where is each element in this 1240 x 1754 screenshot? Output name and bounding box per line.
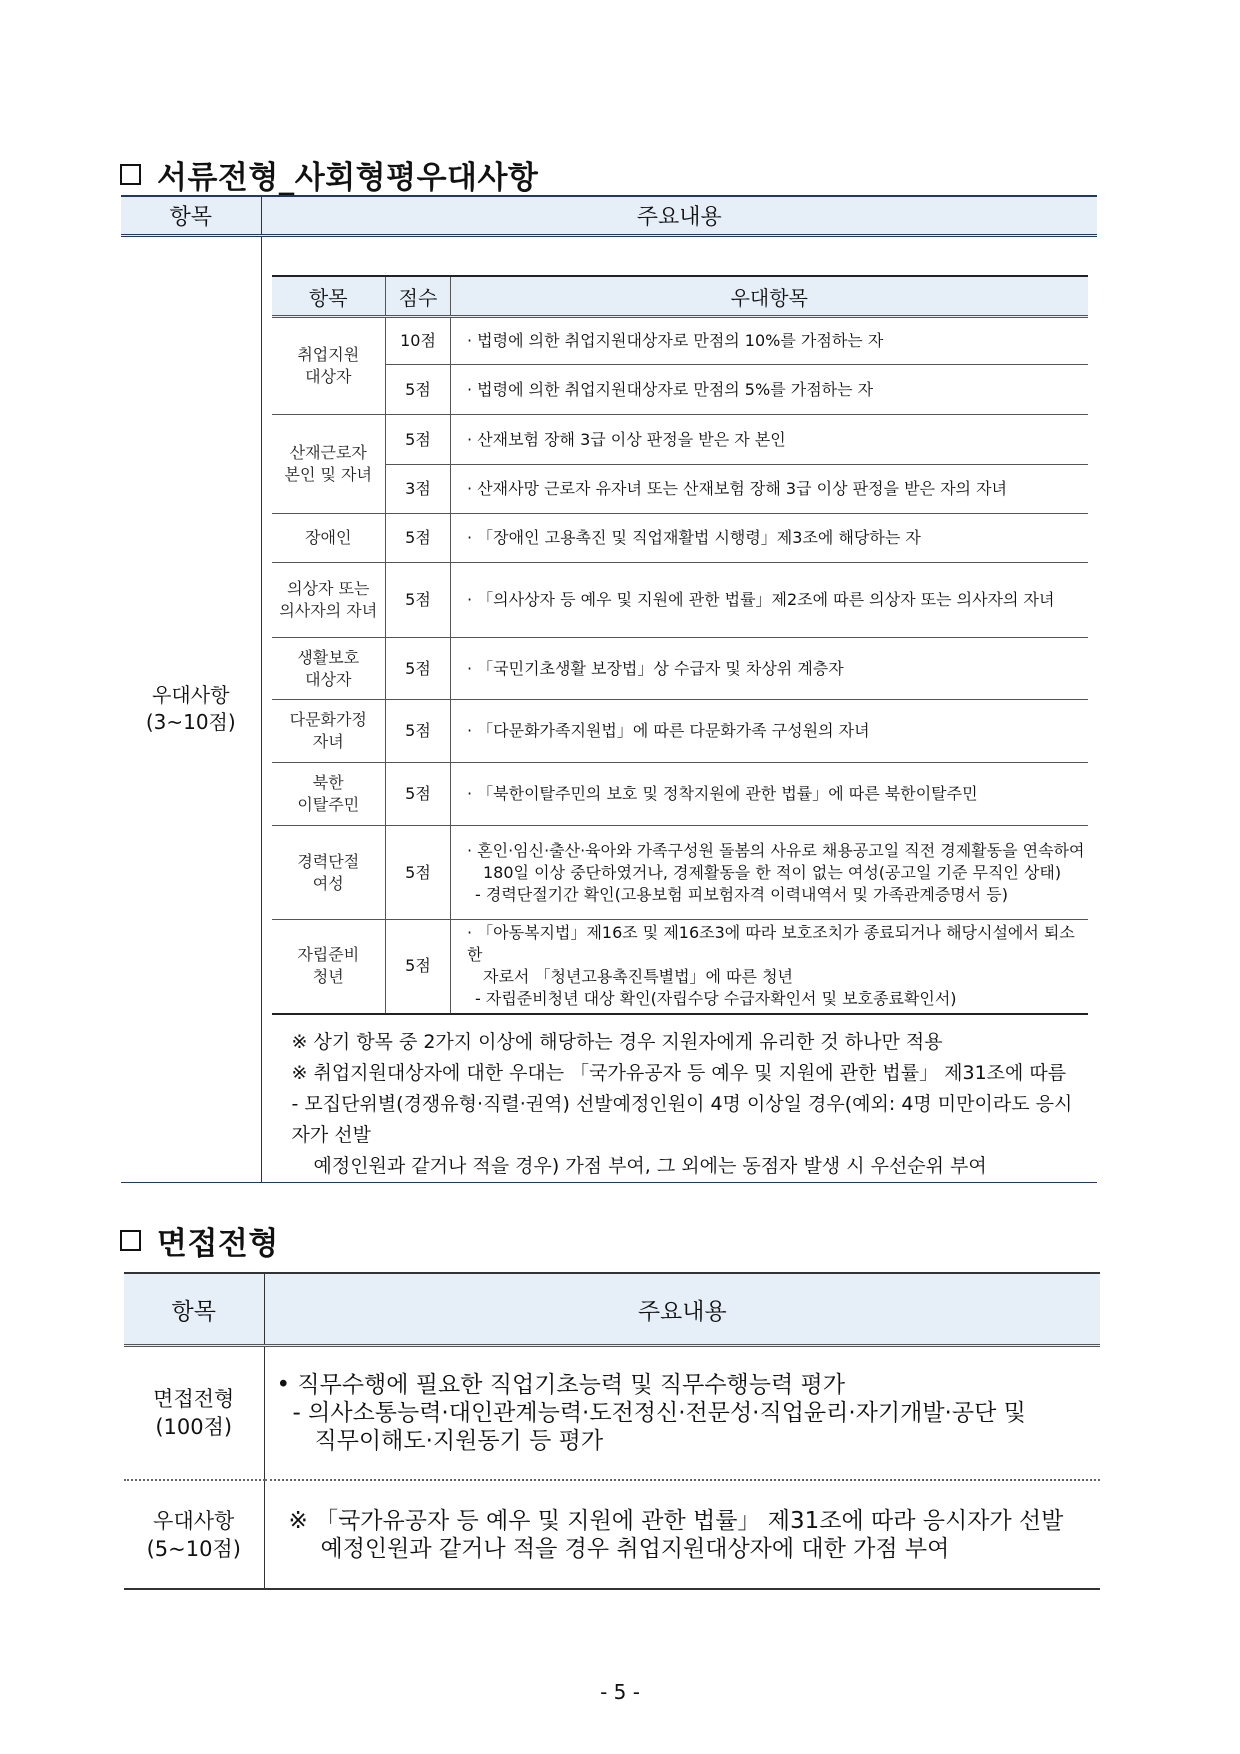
desc-text: · 「장애인 고용촉진 및 직업재활법 시행령」제3조에 해당하는 자 xyxy=(467,528,921,547)
row-label: 면접전형 xyxy=(153,1387,235,1411)
section-title-text: 서류전형_사회형평우대사항 xyxy=(157,160,539,196)
desc-cell xyxy=(451,365,1088,415)
note: 예정인원과 같거나 적을 경우) 가점 부여, 그 외에는 동점자 발생 시 우선순위 부여 xyxy=(313,1154,987,1177)
item-text: 본인 및 자녀 xyxy=(284,465,372,484)
table-row xyxy=(272,638,1088,700)
section-title-interview xyxy=(120,1218,279,1263)
desc-text: · 「아동복지법」제16조 및 제16조3에 따라 보호조치가 종료되거나 해당시설에서 퇴소한 xyxy=(467,923,1075,965)
table-row xyxy=(272,317,1088,365)
content-line: • 직무수행에 필요한 직업기초능력 및 직무수행능력 평가 xyxy=(276,1372,845,1398)
content-line: 직무이해도·지원동기 등 평가 xyxy=(314,1428,604,1454)
item-cell xyxy=(272,317,386,415)
table-row xyxy=(272,365,1088,415)
note: ※ 취업지원대상자에 대한 우대는 「국가유공자 등 예우 및 지원에 관한 법률」 제31조에 따름 xyxy=(291,1061,1067,1084)
interview-label-cell xyxy=(124,1346,264,1481)
item-cell xyxy=(272,826,386,920)
table-header-row xyxy=(124,1273,1100,1346)
row-points: (5~10점) xyxy=(146,1536,241,1561)
preference-label-cell xyxy=(121,236,261,1183)
inner-header-score: 점수 xyxy=(386,276,451,317)
table-row xyxy=(272,826,1088,920)
item-text: 생활보호 xyxy=(297,647,360,667)
desc-text: · 「북한이탈주민의 보호 및 정착지원에 관한 법률」에 따른 북한이탈주민 xyxy=(467,784,978,803)
score-cell: 5점 xyxy=(386,563,451,638)
table-row xyxy=(272,763,1088,826)
desc-cell xyxy=(451,920,1088,1014)
desc-text: · 법령에 의한 취업지원대상자로 만점의 10%를 가점하는 자 xyxy=(467,331,884,350)
desc-text: · 산재보험 장해 3급 이상 판정을 받은 자 본인 xyxy=(467,429,786,449)
item-text: 의사자의 자녀 xyxy=(279,601,378,620)
preference-label: 우대사항 xyxy=(152,683,230,708)
item-text: 산재근로자 xyxy=(289,443,367,462)
item-text: 장애인 xyxy=(305,528,352,547)
inner-header-row xyxy=(272,276,1088,317)
item-text: 북한 xyxy=(312,773,344,792)
score-cell: 10점 xyxy=(386,317,451,365)
row-points: (100점) xyxy=(155,1415,233,1439)
item-text: 자립준비 xyxy=(297,945,360,965)
item-cell xyxy=(272,763,386,826)
table-row xyxy=(272,465,1088,514)
item-cell xyxy=(272,415,386,514)
inner-header-item: 항목 xyxy=(272,276,386,317)
interview-content-cell xyxy=(264,1346,1100,1481)
row-label: 우대사항 xyxy=(153,1508,235,1533)
header-item: 항목 xyxy=(121,196,261,236)
desc-cell xyxy=(451,563,1088,638)
item-text: 청년 xyxy=(312,967,344,987)
desc-cell xyxy=(451,317,1088,365)
item-cell xyxy=(272,514,386,563)
content-line: ※ 「국가유공자 등 예우 및 지원에 관한 법률」 제31조에 따라 응시자가 선발 xyxy=(288,1507,1064,1534)
checkbox-square-icon xyxy=(120,164,141,185)
desc-text: · 법령에 의한 취업지원대상자로 만점의 5%를 가점하는 자 xyxy=(467,379,874,399)
preference-points: (3~10점) xyxy=(145,710,236,735)
document-screening-table xyxy=(121,195,1097,1183)
header-item: 항목 xyxy=(124,1273,264,1346)
section-title-text: 면접전형 xyxy=(157,1226,279,1262)
note: - 모집단위별(경쟁유형·직렬·권역) 선발예정인원이 4명 이상일 경우(예외: 4명 미만이라도 응시자가 선발 xyxy=(291,1092,1073,1146)
item-text: 자녀 xyxy=(312,732,344,751)
header-content: 주요내용 xyxy=(264,1273,1100,1346)
table-row xyxy=(124,1346,1100,1481)
item-text: 이탈주민 xyxy=(297,795,360,814)
preference-items-table xyxy=(272,275,1088,1015)
item-cell xyxy=(272,920,386,1014)
table-header-row xyxy=(121,196,1097,236)
desc-cell xyxy=(451,763,1088,826)
interview-preference-content-cell xyxy=(264,1480,1100,1589)
item-text: 대상자 xyxy=(305,669,352,689)
notes xyxy=(292,1027,1090,1182)
item-text: 경력단절 xyxy=(297,851,360,871)
table-row xyxy=(272,920,1088,1014)
desc-subtext: - 자립준비청년 대상 확인(자립수당 수급자확인서 및 보호종료확인서) xyxy=(475,989,957,1009)
page-number: - 5 - xyxy=(600,1680,640,1704)
table-row xyxy=(272,415,1088,465)
desc-cell xyxy=(451,415,1088,465)
score-cell: 5점 xyxy=(386,920,451,1014)
interview-preference-label-cell xyxy=(124,1480,264,1589)
inner-header-benefit: 우대항목 xyxy=(451,276,1088,317)
desc-cell xyxy=(451,638,1088,700)
interview-table xyxy=(124,1272,1100,1590)
item-cell xyxy=(272,700,386,763)
table-row xyxy=(272,700,1088,763)
item-text: 취업지원 xyxy=(297,345,360,364)
checkbox-square-icon xyxy=(120,1230,141,1251)
score-cell: 5점 xyxy=(386,514,451,563)
preference-content-cell xyxy=(261,236,1097,1183)
desc-cell xyxy=(451,465,1088,514)
item-text: 다문화가정 xyxy=(289,710,367,729)
item-cell xyxy=(272,638,386,700)
item-text: 대상자 xyxy=(305,367,352,386)
score-cell: 5점 xyxy=(386,365,451,415)
desc-cell xyxy=(451,514,1088,563)
header-content: 주요내용 xyxy=(261,196,1097,236)
score-cell: 5점 xyxy=(386,700,451,763)
table-row xyxy=(272,563,1088,638)
desc-text: · 혼인·임신·출산·육아와 가족구성원 돌봄의 사유로 채용공고일 직전 경제활동을 연속하여 xyxy=(467,840,1085,860)
desc-text: · 「의사상자 등 예우 및 지원에 관한 법률」제2조에 따른 의상자 또는 의사자의 자녀 xyxy=(467,590,1055,609)
score-cell: 5점 xyxy=(386,763,451,826)
score-cell: 5점 xyxy=(386,826,451,920)
desc-text: · 「국민기초생활 보장법」상 수급자 및 차상위 계층자 xyxy=(467,658,844,678)
desc-text: · 「다문화가족지원법」에 따른 다문화가족 구성원의 자녀 xyxy=(467,721,870,740)
table-row xyxy=(121,236,1097,1183)
score-cell: 5점 xyxy=(386,638,451,700)
desc-text: · 산재사망 근로자 유자녀 또는 산재보험 장해 3급 이상 판정을 받은 자의 자녀 xyxy=(467,479,1007,498)
table-row xyxy=(124,1480,1100,1589)
note: ※ 상기 항목 중 2가지 이상에 해당하는 경우 지원자에게 유리한 것 하나만 적용 xyxy=(291,1030,943,1053)
score-cell: 3점 xyxy=(386,465,451,514)
desc-subtext: - 경력단절기간 확인(고용보험 피보험자격 이력내역서 및 가족관계증명서 등) xyxy=(475,884,1008,904)
item-cell xyxy=(272,563,386,638)
content-line: - 의사소통능력·대인관계능력·도전정신·전문성·직업윤리·자기개발·공단 및 xyxy=(292,1400,1026,1426)
desc-text: 자로서 「청년고용촉진특별법」에 따른 청년 xyxy=(483,967,794,987)
item-text: 의상자 또는 xyxy=(287,579,370,598)
item-text: 여성 xyxy=(312,873,344,893)
section-title-document-screening xyxy=(120,152,538,197)
desc-text: 180일 이상 중단하였거나, 경제활동을 한 적이 없는 여성(공고일 기준 무직인 상태) xyxy=(483,862,1062,882)
desc-cell xyxy=(451,826,1088,920)
content-line: 예정인원과 같거나 적을 경우 취업지원대상자에 대한 가점 부여 xyxy=(320,1535,950,1562)
score-cell: 5점 xyxy=(386,415,451,465)
desc-cell xyxy=(451,700,1088,763)
table-row xyxy=(272,514,1088,563)
